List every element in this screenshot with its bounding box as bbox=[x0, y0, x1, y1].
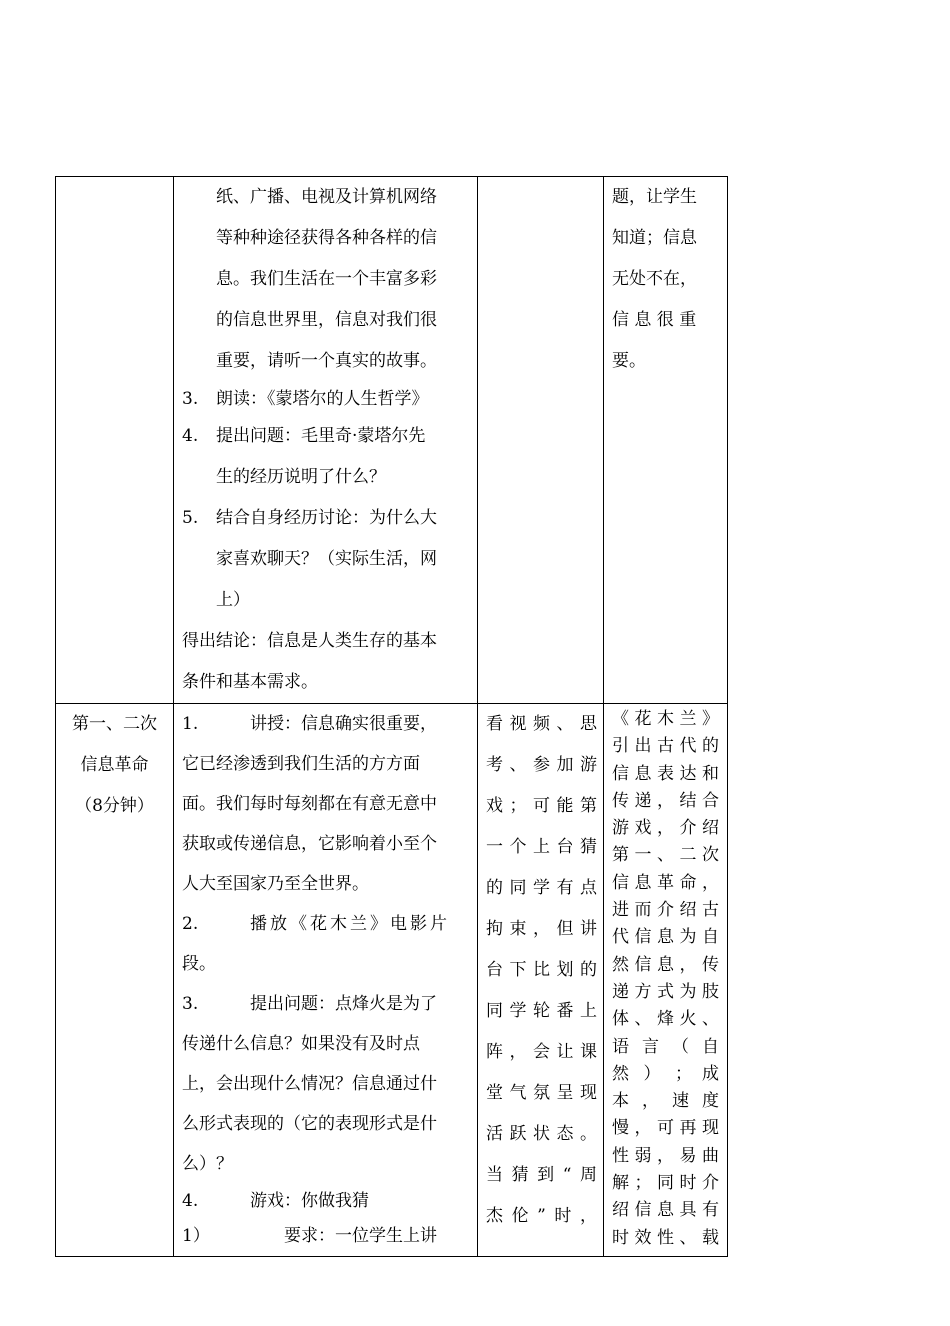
step-2 bbox=[182, 904, 471, 984]
text-line: 代信息为自 bbox=[612, 927, 719, 948]
conclusion bbox=[182, 621, 471, 703]
text-line: 戏；可能第 bbox=[486, 796, 597, 816]
text-line: 然 ） ； 成 bbox=[612, 1063, 719, 1084]
r1-design-intent-cell bbox=[604, 177, 728, 704]
text-line: 同学轮番上 bbox=[486, 1001, 597, 1021]
step-text: 游戏：你做我猜 bbox=[250, 1191, 369, 1211]
item-text: 提出问题：毛里奇·蒙塔尔先 bbox=[216, 426, 426, 446]
item-text: 结合自身经历讨论：为什么大 bbox=[216, 508, 437, 528]
r2-teacher-activity-cell bbox=[174, 704, 478, 1257]
table-row bbox=[56, 704, 728, 1257]
text-line: 题，让学生 bbox=[612, 187, 697, 207]
text-line: 语 言 （ 自 bbox=[612, 1036, 719, 1057]
r2-stage-cell bbox=[56, 704, 174, 1257]
step-4-sub-1 bbox=[182, 1218, 471, 1254]
step-text: 它已经渗透到我们生活的方方面 bbox=[182, 754, 420, 774]
text-line: 然信息，传 bbox=[612, 954, 719, 975]
step-text: 么形式表现的（它的表现形式是什 bbox=[182, 1114, 437, 1134]
text-line: 活跃状态。 bbox=[486, 1124, 597, 1144]
list-item-3 bbox=[182, 382, 471, 416]
text-line: 的同学有点 bbox=[486, 878, 597, 898]
text-line: 拘束，但讲 bbox=[486, 919, 597, 939]
step-text: 人大至国家乃至全世界。 bbox=[182, 874, 369, 894]
stage-title: 第一、二次 bbox=[72, 714, 157, 734]
item-number: 3. bbox=[182, 389, 199, 409]
text-line: 看视频、思 bbox=[486, 714, 597, 734]
step-text: 段。 bbox=[182, 954, 216, 974]
item-text: 家喜欢聊天？（实际生活，网 bbox=[216, 549, 437, 569]
continued-paragraph bbox=[182, 177, 471, 382]
text-line: 引出古代的 bbox=[612, 736, 719, 757]
text-line: 进而介绍古 bbox=[612, 900, 719, 921]
text-line: 时效性、载 bbox=[612, 1227, 719, 1248]
text-line: 知道；信息 bbox=[612, 228, 697, 248]
text-line: 无处不在， bbox=[612, 269, 697, 289]
text-line: 游戏，介绍 bbox=[612, 818, 719, 839]
text-line: 解；同时介 bbox=[612, 1173, 719, 1194]
text-line: 的信息世界里，信息对我们很 bbox=[216, 310, 437, 330]
item-text: 生的经历说明了什么？ bbox=[216, 467, 386, 487]
step-4 bbox=[182, 1184, 471, 1218]
r1-teacher-activity-cell bbox=[174, 177, 478, 704]
text-line: 得出结论：信息是人类生存的基本 bbox=[182, 631, 437, 651]
table-row bbox=[56, 177, 728, 704]
text-line: 阵，会让课 bbox=[486, 1042, 597, 1062]
text-line: 息。我们生活在一个丰富多彩 bbox=[216, 269, 437, 289]
step-text: 要求：一位学生上讲 bbox=[284, 1226, 437, 1246]
step-text: 播放《花木兰》电影片 bbox=[250, 914, 450, 934]
item-text: 上） bbox=[216, 590, 250, 610]
text-line: 考、参加游 bbox=[486, 755, 597, 775]
step-number: 1） bbox=[182, 1226, 210, 1246]
text-line: 绍信息具有 bbox=[612, 1200, 719, 1221]
r1-student-activity-cell bbox=[478, 177, 604, 704]
step-text: 提出问题：点烽火是为了 bbox=[250, 994, 437, 1014]
text-line: 信息表达和 bbox=[612, 763, 719, 784]
lesson-plan-table bbox=[55, 176, 728, 1257]
step-text: 上，会出现什么情况？信息通过什 bbox=[182, 1074, 437, 1094]
step-text: 面。我们每时每刻都在有意无意中 bbox=[182, 794, 437, 814]
text-line: 杰伦”时， bbox=[486, 1206, 597, 1226]
step-1 bbox=[182, 704, 471, 904]
step-text: 传递什么信息？如果没有及时点 bbox=[182, 1034, 420, 1054]
text-line: 条件和基本需求。 bbox=[182, 672, 318, 692]
step-number: 4. bbox=[182, 1191, 199, 1211]
text-line: 传递，结合 bbox=[612, 790, 719, 811]
r1-stage-cell bbox=[56, 177, 174, 704]
text-line: 信息革命， bbox=[612, 872, 719, 893]
text-line: 台下比划的 bbox=[486, 960, 597, 980]
text-line: 信 息 很 重 bbox=[612, 310, 697, 330]
stage-title: 信息革命 bbox=[80, 755, 149, 775]
r2-student-activity-cell bbox=[478, 704, 604, 1257]
r2-design-intent-cell bbox=[604, 704, 728, 1257]
text-line: 等种种途径获得各种各样的信 bbox=[216, 228, 437, 248]
text-line: 性弱，易曲 bbox=[612, 1145, 719, 1166]
item-text: 朗读：《蒙塔尔的人生哲学》 bbox=[216, 389, 429, 409]
text-line: 当猜到“周 bbox=[486, 1165, 597, 1185]
step-number: 1. bbox=[182, 714, 199, 734]
step-number: 3. bbox=[182, 994, 199, 1014]
text-line: 第一、二次 bbox=[612, 845, 719, 866]
text-line: 纸、广播、电视及计算机网络 bbox=[216, 187, 437, 207]
text-line: 一个上台猜 bbox=[486, 837, 597, 857]
stage-duration: （8分钟） bbox=[75, 796, 154, 816]
item-number: 5. bbox=[182, 508, 199, 528]
step-text: 么）？ bbox=[182, 1154, 233, 1174]
list-item-4 bbox=[182, 416, 471, 498]
text-line: 递方式为肢 bbox=[612, 981, 719, 1002]
text-line: 慢，可再现 bbox=[612, 1118, 719, 1139]
text-line: 《花木兰》 bbox=[612, 709, 719, 729]
text-line: 体、烽火、 bbox=[612, 1009, 719, 1030]
text-line: 堂气氛呈现 bbox=[486, 1083, 597, 1103]
item-number: 4. bbox=[182, 426, 199, 446]
text-line: 要。 bbox=[612, 351, 646, 371]
text-line: 本 ， 速 度 bbox=[612, 1091, 719, 1112]
list-item-5 bbox=[182, 498, 471, 621]
step-number: 2. bbox=[182, 914, 199, 934]
step-text: 获取或传递信息，它影响着小至个 bbox=[182, 834, 437, 854]
step-text: 讲授：信息确实很重要， bbox=[250, 714, 437, 734]
step-3 bbox=[182, 984, 471, 1184]
text-line: 重要，请听一个真实的故事。 bbox=[216, 351, 437, 371]
